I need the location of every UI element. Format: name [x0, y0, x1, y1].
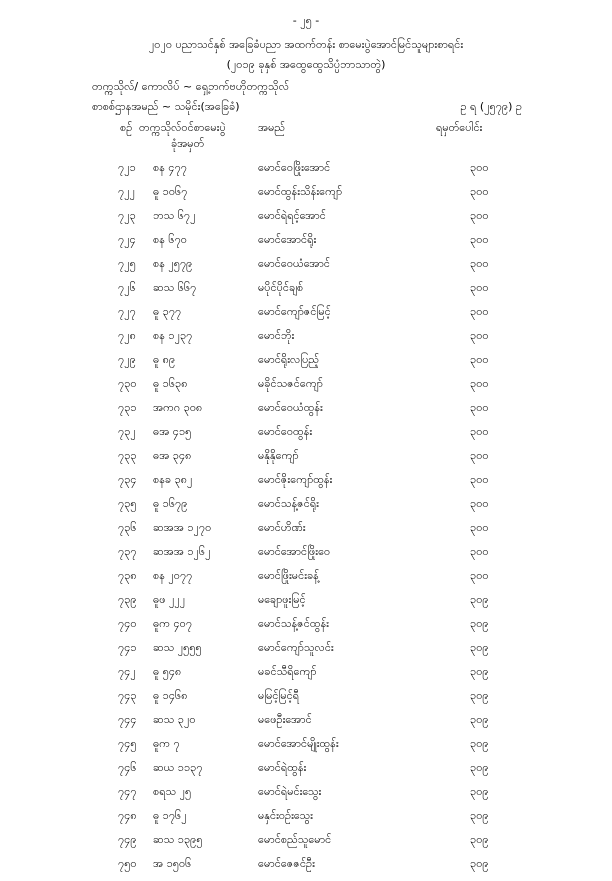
row-name: မနှင်းဝဥ်းသွေး — [258, 809, 313, 822]
table-row — [0, 281, 612, 305]
row-name: မောင်ရဲထွန်း — [258, 761, 307, 774]
row-number: ၇၄၃ — [118, 689, 137, 702]
row-name: မောင်သန့်ဇင်ထွန်း — [258, 617, 329, 630]
row-number: ၇၃၄ — [118, 473, 137, 486]
row-score: ၃၀၀ — [470, 305, 489, 318]
university-line: တက္ကသိုလ်/ ကောလိပ် ~ ရှေ့ဘက်ဗဟိုတက္ကသိုလ် — [92, 80, 290, 93]
row-number: ၇၄၇ — [118, 785, 137, 798]
table-row — [0, 569, 612, 593]
header-name: အမည် — [258, 121, 286, 134]
row-score: ၃၀၀ — [470, 257, 489, 270]
row-exam-number: ဓူ ၁၄၆၈ — [153, 689, 188, 702]
row-name: မောင်ဝေယံအောင် — [258, 257, 330, 270]
table-row — [0, 185, 612, 209]
row-exam-number: ဆသ ၂၅၅၅ — [153, 641, 202, 654]
row-score: ၃၀၉ — [470, 785, 489, 798]
row-name: မောင်ဟိဏ်း — [258, 521, 306, 534]
header-score: ရမှတ်ပေါင်း — [436, 121, 483, 134]
table-row — [0, 233, 612, 257]
row-name: မောင်ဇိုးကျော်ထွန်း — [258, 473, 333, 486]
table-row — [0, 545, 612, 569]
row-name: မောင်ဝေထွန်း — [258, 425, 313, 438]
row-exam-number: စန ၂၀၇၇ — [153, 569, 193, 582]
row-name: မခင်သီရိကျော် — [258, 665, 317, 678]
table-row — [0, 665, 612, 689]
row-name: မမြင့်မြင့်ရီ — [258, 689, 300, 702]
row-name: မောင်ဇေဇင်ဦး — [258, 857, 315, 870]
row-name: မဖေဦးအောင် — [258, 713, 312, 726]
row-number: ၇၃၃ — [118, 449, 137, 462]
row-exam-number: ဓူ ၅၄၈ — [153, 665, 182, 678]
row-exam-number: ဆသ ၆၆၇ — [153, 281, 197, 294]
table-row — [0, 329, 612, 353]
row-number: ၇၂၇ — [118, 305, 136, 318]
row-name: မောင်ဘိုး — [258, 329, 295, 342]
row-exam-number: ဓူ ၁၀၆၇ — [153, 185, 188, 198]
row-exam-number: ဆအအ ၁၂၆၂ — [153, 545, 211, 558]
row-score: ၃၀၉ — [470, 713, 489, 726]
row-number: ၇၃၇ — [118, 545, 137, 558]
row-exam-number: ဓအ ၃၄၈ — [153, 449, 192, 462]
row-exam-number: ဓူ ၁၆၃၈ — [153, 377, 188, 390]
row-number: ၇၂၅ — [118, 257, 136, 270]
table-row — [0, 689, 612, 713]
row-score: ၃၀၀ — [470, 545, 489, 558]
table-row — [0, 353, 612, 377]
row-number: ၇၄၂ — [118, 665, 136, 678]
row-score: ၃၀၉ — [470, 809, 489, 822]
table-row — [0, 161, 612, 185]
exam-center-label: စာစစ်ဌာနအမည် ~ သမိုင်း(အခြေခံ) — [92, 100, 240, 113]
row-number: ၇၃၂ — [118, 425, 136, 438]
table-row — [0, 641, 612, 665]
row-name: မောင်ရိုးလပြည့် — [258, 353, 320, 366]
row-exam-number: ဆသ ၃၂၀ — [153, 713, 196, 726]
table-row — [0, 617, 612, 641]
row-number: ၇၄၉ — [118, 833, 137, 846]
row-score: ၃၀၀ — [470, 185, 489, 198]
row-exam-number: စန ၂၅၇၉ — [153, 257, 193, 270]
row-score: ၃၀၀ — [470, 401, 489, 414]
row-number: ၇၄၀ — [118, 617, 137, 630]
exam-center-line — [92, 100, 522, 116]
document-title: ၂၀၂၀ ပညာသင်နှစ် အခြေခံပညာ အထက်တန်း စာမေးပွဲအောင်မြင်သူများစာရင်း — [148, 38, 464, 51]
row-number: ၇၂၃ — [118, 209, 136, 222]
row-exam-number: အ ၁၅၀၆ — [153, 857, 192, 870]
row-name: မောင်ကျော်သူလင်း — [258, 641, 334, 654]
row-score: ၃၀၀ — [470, 521, 489, 534]
row-name: မောင်ဖြိုးမင်းခန့် — [258, 569, 319, 582]
row-name: မောင်ဝေဖြိုးအောင် — [258, 161, 331, 174]
table-row — [0, 521, 612, 545]
row-exam-number: စရသ ၂၅ — [153, 785, 192, 798]
header-exam-number: ခုံအမှတ် — [171, 137, 205, 150]
row-score: ၃၀၀ — [470, 281, 489, 294]
table-row — [0, 785, 612, 809]
row-score: ၃၀၀ — [470, 329, 489, 342]
row-exam-number: ဆသ ၁၃၉၅ — [153, 833, 203, 846]
row-exam-number: ဆအအ ၁၂၇၀ — [153, 521, 212, 534]
row-exam-number: စန ၄၇၇ — [153, 161, 187, 174]
row-number: ၇၃၈ — [118, 569, 137, 582]
row-name: မောင်ရဲရင့်အောင် — [258, 209, 326, 222]
results-table — [0, 161, 612, 881]
row-exam-number: ဆယ ၁၁၃၇ — [153, 761, 203, 774]
row-name: မချောဖူးမြင့် — [258, 593, 306, 606]
row-number: ၇၂၁ — [118, 161, 136, 174]
row-score: ၃၀၉ — [470, 665, 489, 678]
row-name: မောင်အောင်ဖြိုးဝေ — [258, 545, 331, 558]
row-score: ၃၀၀ — [470, 377, 489, 390]
row-exam-number: ဓအ ၄၁၅ — [153, 425, 192, 438]
center-code: ဥ ရ (၂၅၇၉) ဥ — [460, 100, 522, 113]
row-exam-number: စန ၁၂၃၇ — [153, 329, 193, 342]
row-score: ၃၀၀ — [470, 209, 489, 222]
row-number: ၇၃၁ — [118, 401, 137, 414]
page-number: - ၂၅ - — [292, 14, 320, 27]
row-score: ၃၀၀ — [470, 425, 489, 438]
row-name: မောင်အောင်မျိုးထွန်း — [258, 737, 339, 750]
row-score: ၃၀၀ — [470, 353, 489, 366]
row-name: မပိုင်ပိုင်ချစ် — [258, 281, 304, 294]
row-number: ၇၄၅ — [118, 737, 137, 750]
row-score: ၃၀၀ — [470, 473, 489, 486]
table-row — [0, 377, 612, 401]
row-score: ၃၀၉ — [470, 593, 489, 606]
table-row — [0, 497, 612, 521]
row-name: မောင်အောင်ရိုး — [258, 233, 317, 246]
row-exam-number: ဓူ ၈၉ — [153, 353, 176, 366]
row-number: ၇၄၈ — [118, 809, 137, 822]
row-number: ၇၅၀ — [118, 857, 137, 870]
row-number: ၇၃၉ — [118, 593, 137, 606]
row-exam-number: ဘသ ၆၇၂ — [153, 209, 196, 222]
row-score: ၃၀၉ — [470, 857, 489, 870]
row-score: ၃၀၉ — [470, 833, 489, 846]
row-exam-number: ဓူက ၇ — [153, 737, 180, 750]
row-exam-number: စန ၆၇၀ — [153, 233, 187, 246]
row-exam-number: ဓူ ၃၇၇ — [153, 305, 182, 318]
table-row — [0, 809, 612, 833]
row-score: ၃၀၉ — [470, 641, 489, 654]
header-exam: တက္ကသိုလ်ဝင်စာမေးပွဲ — [139, 121, 226, 134]
row-score: ၃၀၉ — [470, 737, 489, 750]
row-name: မောင်ထွန်းသိန်းကျော် — [258, 185, 343, 198]
row-name: မနိုနိုကျော် — [258, 449, 299, 462]
row-exam-number: အကဂ ၃၀၈ — [153, 401, 203, 414]
row-number: ၇၂၄ — [118, 233, 136, 246]
row-number: ၇၃၆ — [118, 521, 137, 534]
table-row — [0, 401, 612, 425]
table-row — [0, 593, 612, 617]
table-row — [0, 305, 612, 329]
table-row — [0, 425, 612, 449]
row-exam-number: ဓူက ၄၀၇ — [153, 617, 193, 630]
row-name: မောင်စည်သူမောင် — [258, 833, 332, 846]
table-row — [0, 257, 612, 281]
row-number: ၇၄၆ — [118, 761, 137, 774]
row-score: ၃၀၀ — [470, 233, 489, 246]
row-number: ၇၂၈ — [118, 329, 136, 342]
row-number: ၇၂၆ — [118, 281, 136, 294]
row-number: ၇၄၄ — [118, 713, 137, 726]
row-score: ၃၀၉ — [470, 689, 489, 702]
row-score: ၃၀၀ — [470, 161, 489, 174]
table-row — [0, 857, 612, 881]
row-name: မောင်သန့်ဇင်ရိုး — [258, 497, 319, 510]
row-number: ၇၂၉ — [118, 353, 136, 366]
row-number: ၇၂၂ — [118, 185, 135, 198]
table-row — [0, 209, 612, 233]
row-score: ၃၀၉ — [470, 617, 489, 630]
row-number: ၇၃၅ — [118, 497, 137, 510]
table-row — [0, 449, 612, 473]
row-score: ၃၀၉ — [470, 761, 489, 774]
row-name: မောင်ရဲမင်းသွေး — [258, 785, 322, 798]
row-score: ၃၀၀ — [470, 569, 489, 582]
header-no: စဉ် — [120, 121, 133, 134]
table-row — [0, 737, 612, 761]
row-exam-number: စနခ ၃၈၂ — [153, 473, 193, 486]
table-row — [0, 761, 612, 785]
document-subtitle: (၂၀၁၉ ခုနှစ် အထွေထွေသိပ္ပံဘာသာတွဲ) — [226, 58, 386, 71]
row-score: ၃၀၀ — [470, 497, 489, 510]
row-number: ၇၄၁ — [118, 641, 137, 654]
row-exam-number: ဓူ ၁၆၇၉ — [153, 497, 188, 510]
row-exam-number: ဓူဖ ၂၂၂ — [153, 593, 186, 606]
row-name: မခိုင်သဇင်ကျော် — [258, 377, 323, 390]
table-row — [0, 833, 612, 857]
row-exam-number: ဓူ ၁၇၆၂ — [153, 809, 187, 822]
row-number: ၇၃၀ — [118, 377, 137, 390]
row-score: ၃၀၀ — [470, 449, 489, 462]
table-row — [0, 713, 612, 737]
table-row — [0, 473, 612, 497]
row-name: မောင်ဝေယံထွန်း — [258, 401, 323, 414]
row-name: မောင်ကျော်ဇင်မြင့် — [258, 305, 331, 318]
